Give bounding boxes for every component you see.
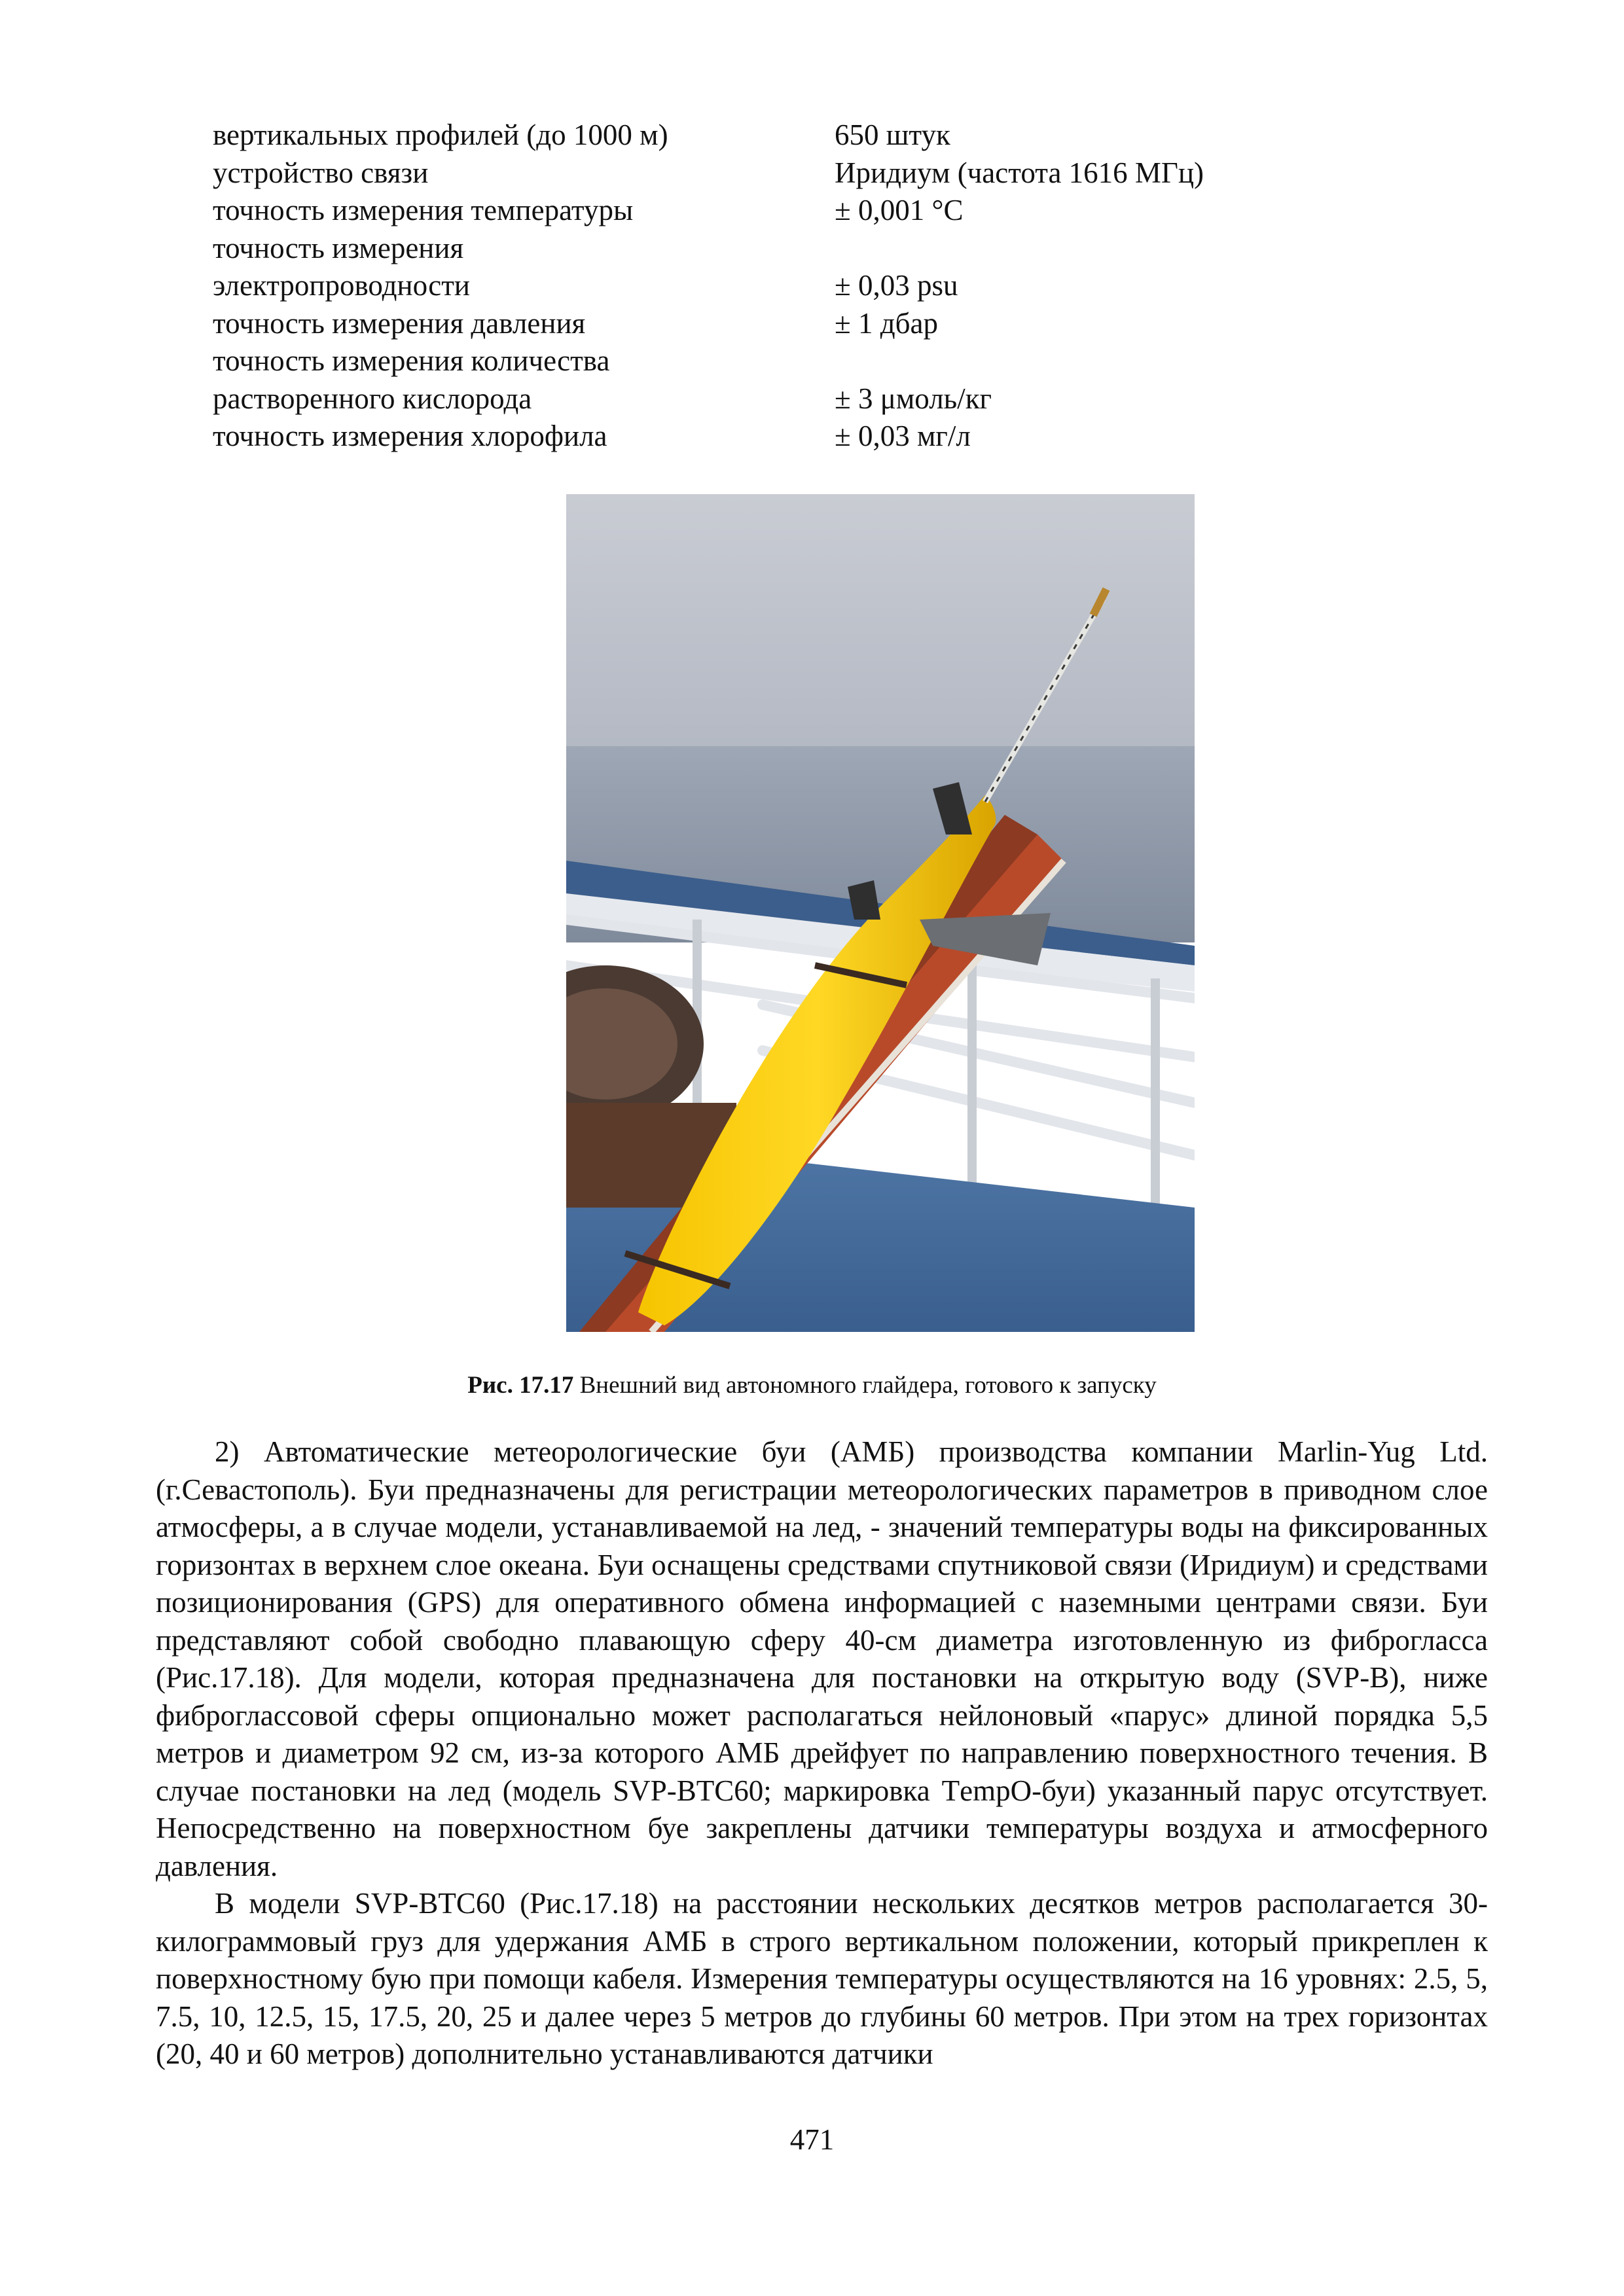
spec-label: точность измерения <box>213 231 464 264</box>
spec-value: ± 0,03 psu <box>835 269 958 302</box>
spec-label: устройство связи <box>213 156 429 189</box>
spec-label: точность измерения хлорофила <box>213 420 607 452</box>
glider-photo <box>566 494 1195 1332</box>
spec-row <box>213 154 1326 192</box>
spec-value: 650 штук <box>835 118 950 151</box>
spec-row <box>213 342 1326 380</box>
spec-row <box>213 418 1326 456</box>
spec-row <box>213 380 1326 418</box>
spec-value: ± 1 дбар <box>835 306 938 340</box>
spec-row <box>213 192 1326 230</box>
paragraph: 2) Автоматические метеорологические буи (АМБ) производства компании Marlin-Yug Ltd. (г.Севастополь). Буи предназначены для регистрации метеорологических параметров в приводном слое атмосферы, а в случае модели, устанавливаемой на лед, - значений температуры воды на фиксированных горизонтах в верхнем слое океана. Буи оснащены средствами спутниковой связи (Иридиум) и средствами позиционирования (GPS) для оперативного обмена информацией с наземными центрами связи. Буи представляют собой свободно плавающую сферу 40-см диаметра изготовленную из фиброгласса (Рис.17.18). Для модели, которая предназначена для постановки на открытую воду (SVP-B), ниже фиброглассовой сферы опционально может располагаться нейлоновый «парус» длиной порядка 5,5 метров и диаметром 92 см, из-за которого АМБ дрейфует по направлению поверхностного течения. В случае постановки на лед (модель SVP-BTC60; маркировка ТempO-буи) указанный парус отсутствует. Непосредственно на поверхностном буе закреплены датчики температуры воздуха и атмосферного давления. <box>156 1435 1488 1882</box>
paragraph: В модели SVP-BTC60 (Рис.17.18) на расстоянии нескольких десятков метров располагается 30-килограммовый груз для удержания АМБ в строго вертикальном положении, который прикреплен к поверхностному бую при помощи кабеля. Измерения температуры осуществляются на 16 уровнях: 2.5, 5, 7.5, 10, 12.5, 15, 17.5, 20, 25 и далее через 5 метров до глубины 60 метров. При этом на трех горизонтах (20, 40 и 60 метров) дополнительно устанавливаются датчики <box>156 1887 1488 2070</box>
spec-label: точность измерения температуры <box>213 194 634 226</box>
spec-label: точность измерения количества <box>213 344 610 377</box>
specs-table <box>213 117 1326 456</box>
spec-value: Иридиум (частота 1616 МГц) <box>835 156 1204 189</box>
spec-value: ± 0,03 мг/л <box>835 420 971 452</box>
spec-value <box>835 342 1326 380</box>
spec-row <box>213 230 1326 268</box>
figure-caption <box>0 1371 1624 1399</box>
spec-row <box>213 267 1326 305</box>
spec-label: электропроводности <box>213 269 470 302</box>
spec-label: вертикальных профилей (до 1000 м) <box>213 118 668 151</box>
caption-text: Внешний вид автономного глайдера, готового к запуску <box>573 1372 1157 1399</box>
spec-row <box>213 117 1326 154</box>
caption-label: Рис. 17.17 <box>467 1372 574 1399</box>
spec-label: точность измерения давления <box>213 306 586 340</box>
spec-value <box>835 230 1326 268</box>
body-text <box>156 1433 1488 2073</box>
spec-value: ± 3 μмоль/кг <box>835 382 992 415</box>
spec-row <box>213 305 1326 343</box>
spec-value: ± 0,001 °C <box>835 194 964 226</box>
page-number: 471 <box>789 2123 835 2156</box>
spec-label: растворенного кислорода <box>213 382 532 415</box>
